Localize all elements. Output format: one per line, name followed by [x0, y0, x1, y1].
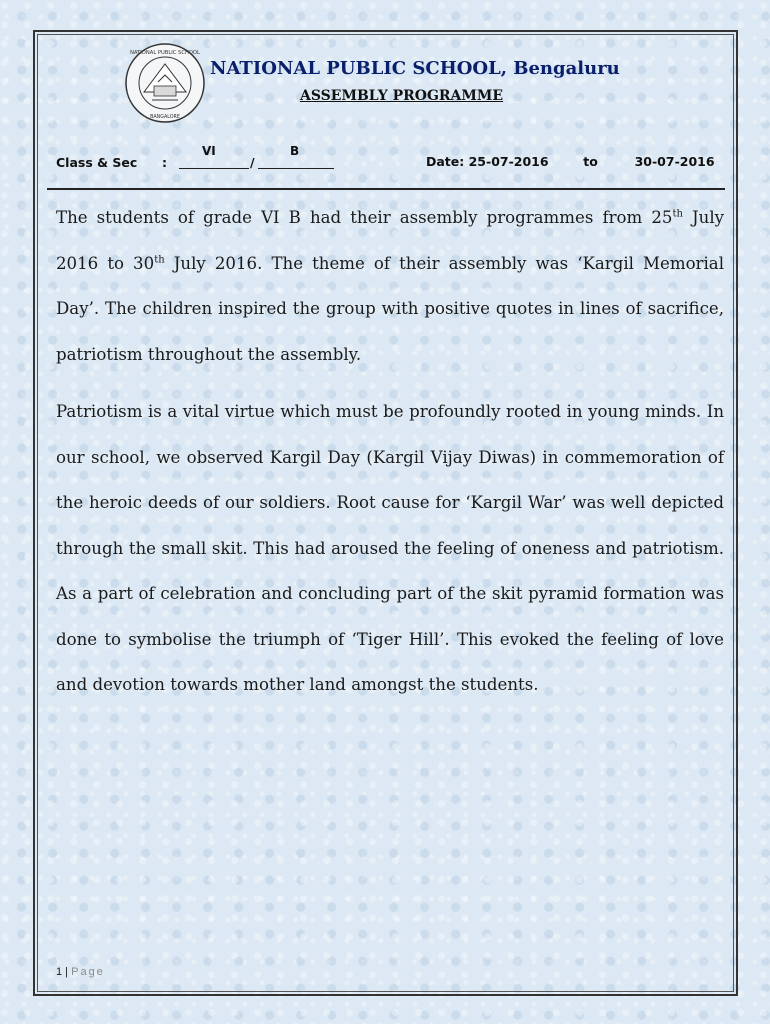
- report-body: [56, 195, 724, 720]
- paragraph-1: The students of grade VI B had their assembly programmes from 25th July 2016 to 30th July 2016. The theme of their assembly was ‘Kargil Memorial Day’. The children inspired the group with positive quotes in lines of sacrifice, patriotism throughout the assembly.: [56, 208, 724, 364]
- class-sec-slash: /: [250, 155, 255, 170]
- section-blank-line: [258, 168, 334, 169]
- school-name: NATIONAL PUBLIC SCHOOL, Bengaluru: [210, 58, 620, 79]
- school-logo: [124, 42, 206, 124]
- section-value: B: [290, 144, 300, 158]
- header-divider: [47, 188, 725, 190]
- date-to: to: [583, 154, 598, 169]
- class-sec-colon: :: [162, 155, 167, 170]
- date-start: Date: 25-07-2016: [426, 154, 549, 169]
- page-number: 1: [56, 966, 63, 978]
- date-end: 30-07-2016: [634, 154, 715, 169]
- logo-text: NATIONAL PUBLIC SCHOOL: [130, 50, 200, 56]
- page-footer: 1 | Page: [56, 966, 105, 978]
- svg-text:BANGALORE: BANGALORE: [150, 115, 180, 120]
- programme-title: ASSEMBLY PROGRAMME: [300, 88, 504, 104]
- class-blank-line: [179, 168, 249, 169]
- class-value: VI: [202, 144, 216, 158]
- paragraph-2: Patriotism is a vital virtue which must be profoundly rooted in young minds. In our school, we observed Kargil Day (Kargil Vijay Diwas) in commemoration of the heroic deeds of our soldiers. Root cause for ‘Kargil War’ was well depicted through the small skit. This had aroused the feeling of oneness and patriotism. As a part of celebration and concluding part of the skit pyramid formation was done to symbolise the triumph of ‘Tiger Hill’. This evoked the feeling of love and devotion towards mother land amongst the students.: [56, 402, 724, 694]
- page-word: Page: [71, 966, 105, 978]
- class-sec-label: Class & Sec: [56, 155, 138, 170]
- date-range: [426, 154, 726, 169]
